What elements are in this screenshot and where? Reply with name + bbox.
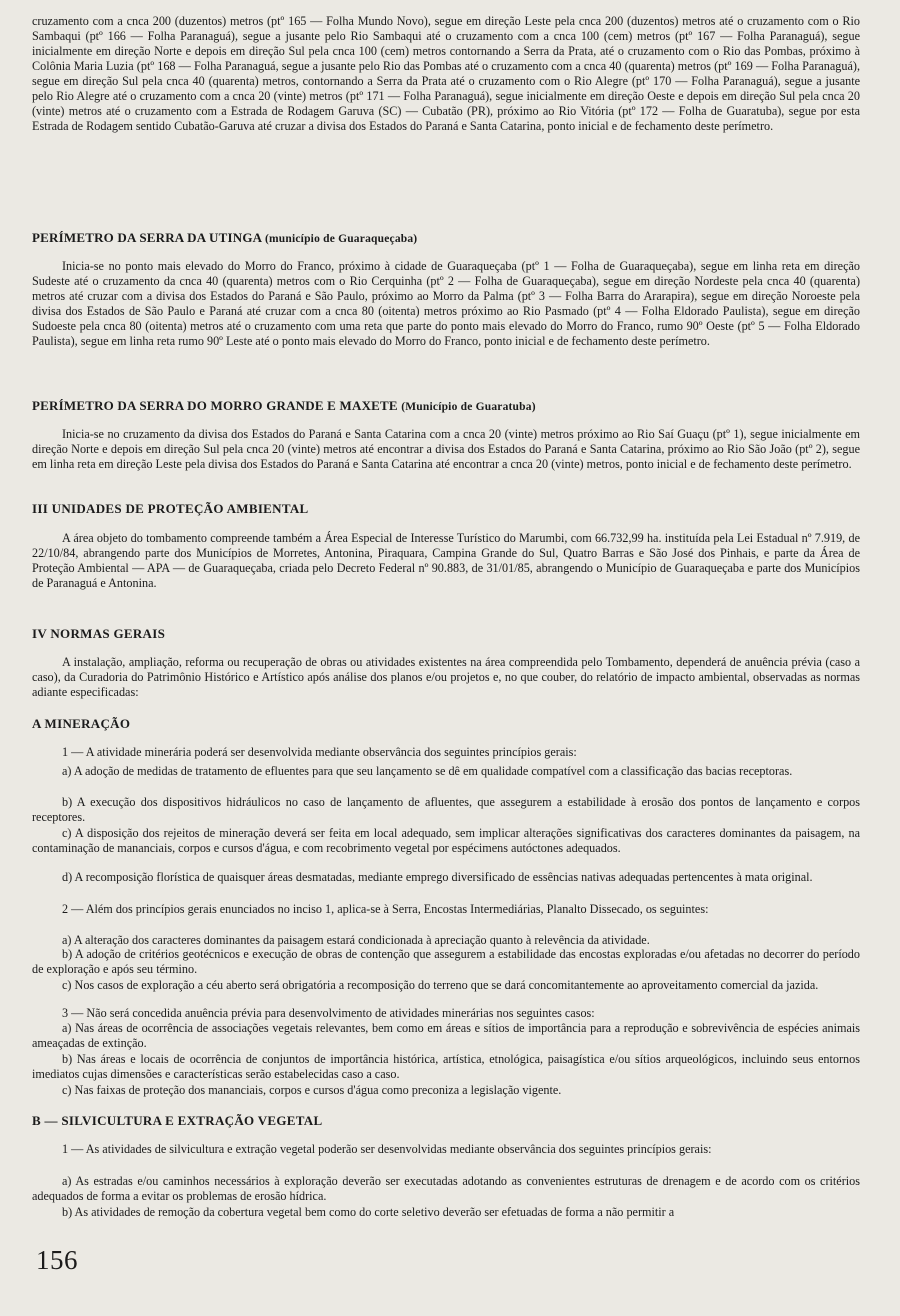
heading-serra-utinga	[32, 230, 417, 246]
paragraph-iv: A instalação, ampliação, reforma ou recuperação de obras ou atividades existentes na área compreendida pelo Tombamento, dependerá de anuência prévia (caso a caso), da Curadoria do Patrimônio Histórico e Artístico após análise dos planos e/ou projetos e, no que couber, do relatório de impacto ambiental, observadas as normas adiante especificadas:	[32, 655, 860, 699]
item-a2: 2 — Além dos princípios gerais enunciados no inciso 1, aplica-se à Serra, Encostas Intermediárias, Planalto Dissecado, os seguintes:	[62, 902, 709, 916]
item-a3: 3 — Não será concedida anuência prévia para desenvolvimento de atividades minerárias nos seguintes casos:	[62, 1006, 595, 1020]
heading-morro-grande-note: (Município de Guaratuba)	[401, 401, 536, 413]
section-title-a: A MINERAÇÃO	[32, 716, 131, 731]
item-b1: 1 — As atividades de silvicultura e extração vegetal poderão ser desenvolvidas mediante observância dos seguintes princípios gerais:	[62, 1142, 712, 1156]
paragraph-serra-utinga: Inicia-se no ponto mais elevado do Morro do Franco, próximo à cidade de Guaraqueçaba (ptº 1 — Folha de Guaraqueçaba), segue em linha reta em direção Sudeste até o cruzamento da cnca 40 (quarenta) metros com o Rio Cerquinha (ptº 2 — Folha de Guaraqueçaba), segue em direção Nordeste pela cnca 40 (quarenta) metros até cruzar com a divisa dos Estados do Paraná e São Paulo, próximo ao Morro da Palma (ptº 3 — Folha Barra do Ararapira), segue em direção Noroeste pela divisa dos Estados de São Paulo e Paraná até cruzar com a cnca 80 (oitenta) metros próximo ao Rio Pasmado (ptº 4 — Folha Eldorado Paulista), segue em direção Sudoeste pela cnca 80 (oitenta) metros até o cruzamento com uma reta que parte do ponto mais elevado do Morro do Franco, rumo 90º Oeste (ptº 5 — Folha Eldorado Paulista), segue em linha reta rumo 90º Leste até o ponto mais elevado do Morro do Franco, ponto inicial e de fechamento deste perímetro.	[32, 259, 860, 348]
heading-serra-utinga-title: PERÍMETRO DA SERRA DA UTINGA	[32, 230, 262, 245]
item-a1c: c) A disposição dos rejeitos de mineração deverá ser feita em local adequado, sem implicar alterações significativas dos caracteres dominantes da paisagem, na contaminação de mananciais, corpos e cursos d'água, e com recobrimento vegetal por espécimens autóctones adequados.	[32, 826, 860, 855]
item-b1a: a) As estradas e/ou caminhos necessários à exploração deverão ser executadas adotando as convenientes estruturas de drenagem e de acordo com os critérios adequados de forma a evitar os problemas de erosão hídrica.	[32, 1174, 860, 1203]
heading-morro-grande	[32, 398, 536, 414]
item-a1b: b) A execução dos dispositivos hidráulicos no caso de lançamento de afluentes, que assegurem a estabilidade à erosão dos pontos de lançamento e corpos receptores.	[32, 795, 860, 824]
paragraph-intro: cruzamento com a cnca 200 (duzentos) metros (ptº 165 — Folha Mundo Novo), segue em direção Leste pela cnca 200 (duzentos) metros até o cruzamento com o Rio Sambaqui (ptº 166 — Folha Paranaguá), segue a jusante pelo Rio Sambaqui até o cruzamento com a cnca 100 (cem) metros (ptº 167 — Folha Paranaguá), segue inicialmente em direção Norte e depois em direção Sul pela cnca 100 (cem) metros contornando a Serra da Prata, até o cruzamento com o Rio das Pombas, próximo à Colônia Maria Luzia (ptº 168 — Folha Paranaguá, segue a jusante pelo Rio das Pombas até o cruzamento com a cnca 40 (quarenta) metros (ptº 169 — Folha Paranaguá), segue em direção Sul pela cnca 40 (quarenta) metros, contornando a Serra da Prata até o cruzamento com o Rio Alegre (ptº 170 — Folha Paranaguá), segue a jusante pelo Rio Alegre até o cruzamento com a cnca 20 (vinte) metros (ptº 171 — Folha Paranaguá), segue inicialmente em direção Oeste e depois em direção Sul pela cnca 20 (vinte) metros até o cruzamento com a Estrada de Rodagem Garuva (SC) — Cubatão (PR), próximo ao Rio Vitória (ptº 172 — Folha de Guaratuba), segue por esta Estrada de Rodagem sentido Cubatão-Garuva até cruzar a divisa dos Estados do Paraná e Santa Catarina, ponto inicial e de fechamento deste perímetro.	[32, 14, 860, 133]
section-title-iv: IV NORMAS GERAIS	[32, 626, 166, 641]
item-a1: 1 — A atividade minerária poderá ser desenvolvida mediante observância dos seguintes princípios gerais:	[62, 745, 577, 759]
page-number: 156	[36, 1245, 78, 1275]
item-b1b: b) As atividades de remoção da cobertura vegetal bem como do corte seletivo deverão ser efetuadas de forma a não permitir a	[62, 1205, 675, 1219]
item-a3b: b) Nas áreas e locais de ocorrência de conjuntos de importância histórica, artística, etnológica, paisagística e/ou sítios arqueológicos, incluindo seus entornos imediatos cujas dimensões e características serão estabelecidas caso a caso.	[32, 1052, 860, 1081]
paragraph-iii: A área objeto do tombamento compreende também a Área Especial de Interesse Turístico do Marumbi, com 66.732,99 ha. instituída pela Lei Estadual nº 7.919, de 22/10/84, abrangendo parte dos Municípios de Morretes, Antonina, Piraquara, Campina Grande do Sul, Quatro Barras e São José dos Pinhais, e parte da Área de Proteção Ambiental — APA — de Guaraqueçaba, criada pelo Decreto Federal nº 90.883, de 31/01/85, abrangendo o Município de Guaraqueçaba e parte dos Municípios de Paranaguá e Antonina.	[32, 531, 860, 590]
item-a1a: a) A adoção de medidas de tratamento de efluentes para que seu lançamento se dê em qualidade compatível com a classificação das bacias receptoras.	[62, 764, 793, 778]
paragraph-morro-grande: Inicia-se no cruzamento da divisa dos Estados do Paraná e Santa Catarina com a cnca 20 (vinte) metros próximo ao Rio Saí Guaçu (ptº 1), segue inicialmente em direção Norte e depois em direção Sul pela cnca 20 (vinte) metros até encontrar a divisa dos Estados do Paraná e Santa Catarina, próximo ao Rio São João (ptº 2), segue em linha reta em direção Leste pela divisa dos Estados do Paraná e Santa Catarina até encontrar a cnca 20 (vinte) metros, ponto inicial e de fechamento deste perímetro.	[32, 427, 860, 471]
item-a2b: b) A adoção de critérios geotécnicos e execução de obras de contenção que assegurem a estabilidade das encostas exploradas e/ou afetadas no decorrer do período de exploração e após seu término.	[32, 947, 860, 976]
item-a2c: c) Nos casos de exploração a céu aberto será obrigatória a recomposição do terreno que se dará concomitantemente ao aproveitamento comercial da jazida.	[62, 978, 819, 992]
heading-morro-grande-title: PERÍMETRO DA SERRA DO MORRO GRANDE E MAXETE	[32, 398, 398, 413]
item-a3a: a) Nas áreas de ocorrência de associações vegetais relevantes, bem como em áreas e sítios de importância para a reprodução e sobrevivência de espécies animais ameaçadas de extinção.	[32, 1021, 860, 1050]
item-a3c: c) Nas faixas de proteção dos mananciais, corpos e cursos d'água como preconiza a legislação vigente.	[62, 1083, 562, 1097]
item-a2a: a) A alteração dos caracteres dominantes da paisagem estará condicionada à apreciação quanto à relevência da atividade.	[62, 933, 650, 947]
section-title-iii: III UNIDADES DE PROTEÇÃO AMBIENTAL	[32, 501, 309, 516]
heading-serra-utinga-note: (município de Guaraqueçaba)	[264, 233, 418, 245]
section-title-b: B — SILVICULTURA E EXTRAÇÃO VEGETAL	[32, 1113, 323, 1128]
item-a1d: d) A recomposição florística de quaisquer áreas desmatadas, mediante emprego diversificado de essências nativas adequadas pertencentes à mata original.	[62, 870, 813, 884]
